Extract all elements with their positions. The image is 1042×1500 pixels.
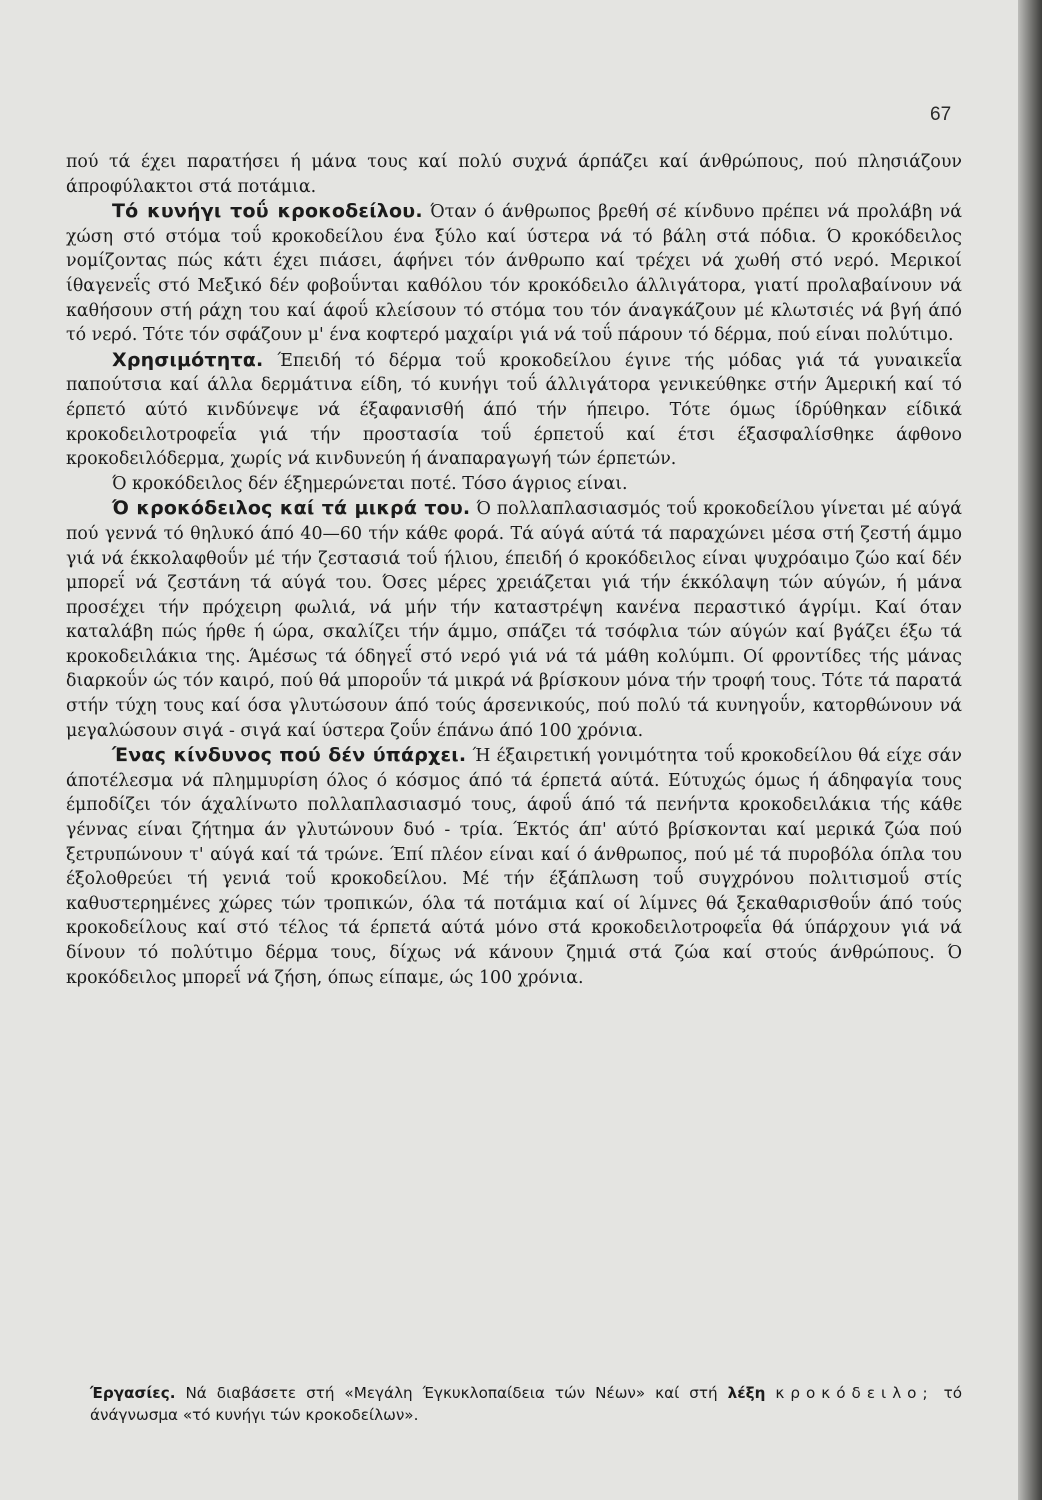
section-heading: Ένας κίνδυνος πού δέν ύπάρχει. bbox=[112, 744, 467, 767]
exercises-label: Έργασίες. bbox=[90, 1384, 176, 1402]
exercises-note bbox=[90, 1382, 962, 1426]
section-body: Ό κροκόδειλος δέν έξημερώνεται ποτέ. Τόσο άγριος είναι. bbox=[112, 473, 628, 494]
exercises-word-label: λέξη bbox=[727, 1384, 766, 1402]
exercises-text-after: τό άνάγνωσμα «τό κυνήγι τών κροκοδείλων». bbox=[90, 1384, 962, 1424]
page-number: 67 bbox=[930, 104, 952, 125]
intro-paragraph: πού τά έχει παρατήσει ή μάνα τους καί πολύ συχνά άρπάζει καί άνθρώπους, πού πλησιάζουν άπροφύλακτοι στά ποτάμια. bbox=[66, 152, 962, 197]
exercises-spaced-word: κροκόδειλο; bbox=[775, 1384, 934, 1402]
section-heading: Χρησιμότητα. bbox=[112, 348, 264, 371]
section-usefulness bbox=[66, 348, 962, 472]
section-body: Ό πολλαπλασιασμός τοΰ κροκοδείλου γίνεται μέ αύγά πού γεννά τό θηλυκό άπό 40—60 τήν κάθε φορά. Τά αύγά αύτά τά παραχώνει μέσα στή ζεστή άμμο γιά νά έκκολαφθοΰν μέ τήν ζεστασιά τοΰ ήλιου, έπειδή ό κροκόδειλος είναι ψυχρόαιμο ζώο καί δέν μπορεΐ νά ζεστάνη τά αύγά του. Όσες μέρες χρειάζεται γιά τήν έκκόλαψη τών αύγών, ή μάνα προσέχει τήν πρόχειρη φωλιά, νά μήν τήν καταστρέψη κανένα περαστικό άγρίμι. Καί όταν καταλάβη πώς ήρθε ή ώρα, σκαλίζει τήν άμμο, σπάζει τά τσόφλια τών αύγών καί βγάζει έξω τά κροκοδειλάκια της. Άμέσως τά όδηγεΐ στό νερό γιά νά τά μάθη κολύμπι. Οί φροντίδες τής μάνας διαρκοΰν ώς τόν καιρό, πού θά μποροΰν τά μικρά νά βρίσκουν μόνα τήν τροφή τους. Τότε τά παρατά στήν τύχη τους καί όσα γλυτώσουν άπό τούς άρσενικούς, πού πολύ τά κυνηγοΰν, κατορθώνουν νά μεγαλώσουν σιγά - σιγά καί ύστερα ζοΰν έπάνω άπό 100 χρόνια. bbox=[66, 499, 962, 741]
main-text bbox=[66, 150, 962, 990]
section-body: Ή έξαιρετική γονιμότητα τοΰ κροκοδείλου θά είχε σάν άποτέλεσμα νά πλημμυρίση όλος ό κόσμος άπό τά έρπετά αύτά. Εύτυχώς όμως ή άδηφαγία τους έμποδίζει τόν άχαλίνωτο πολλαπλασιασμό τους, άφοΰ άπό τά πενήντα κροκοδειλάκια τής κάθε γέννας είναι ζήτημα άν γλυτώνουν δυό - τρία. Έκτός άπ' αύτό βρίσκονται καί μερικά ζώα πού ξετρυπώνουν τ' αύγά καί τά τρώνε. Έπί πλέον είναι καί ό άνθρωπος, πού μέ τά πυροβόλα όπλα του έξολοθρεύει τή γενιά τοΰ κροκοδείλου. Μέ τήν έξάπλωση τοΰ συγχρόνου πολιτισμοΰ στίς καθυστερημένες χώρες τών τροπικών, όλα τά ποτάμια καί οί λίμνες θά ξεκαθαρισθοΰν άπό τούς κροκοδείλους καί στό τέλος τά έρπετά αύτά μόνο στά κροκοδειλοτροφεΐα θά ύπάρχουν γιά νά δίνουν τό πολύτιμο δέρμα τους, δίχως νά κάνουν ζημιά στά ζώα καί στούς άνθρώπους. Ό κροκόδειλος μπορεΐ νά ζήση, όπως είπαμε, ώς 100 χρόνια. bbox=[66, 746, 962, 988]
book-spine-shadow bbox=[1018, 0, 1042, 1500]
section-heading: Τό κυνήγι τοΰ κροκοδείλου. bbox=[112, 200, 423, 223]
section-untameable bbox=[66, 472, 962, 497]
section-hunting bbox=[66, 199, 962, 348]
section-heading: Ό κροκόδειλος καί τά μικρά του. bbox=[112, 497, 471, 520]
exercises-text-before: Νά διαβάσετε στή «Μεγάλη Έγκυκλοπαίδεια τών Νέων» καί στή bbox=[185, 1384, 718, 1402]
section-body: Όταν ό άνθρωπος βρεθή σέ κίνδυνο πρέπει νά προλάβη νά χώση στό στόμα τοΰ κροκοδείλου ένα ξύλο καί ύστερα νά τό βάλη στά πόδια. Ό κροκόδειλος νομίζοντας πώς κάτι έχει πιάσει, άφήνει τόν άνθρωπο καί τρέχει νά χωθή στό νερό. Μερικοί ίθαγενεΐς στό Μεξικό δέν φοβοΰνται καθόλου τόν κροκόδειλο άλλιγάτορα, γιατί προλαβαίνουν νά καθήσουν στή ράχη του καί άφοΰ κλείσουν τό στόμα του τόν άναγκάζουν μέ κλωτσιές νά βγή άπό τό νερό. Τότε τόν σφάζουν μ' ένα κοφτερό μαχαίρι γιά νά τοΰ πάρουν τό δέρμα, πού είναι πολύτιμο. bbox=[66, 202, 962, 346]
section-body: Έπειδή τό δέρμα τοΰ κροκοδείλου έγινε τής μόδας γιά τά γυναικεΐα παπούτσια καί άλλα δερμάτινα είδη, τό κυνήγι τοΰ άλλιγάτορα γενικεύθηκε στήν Άμερική καί τό έρπετό αύτό κινδύνεψε νά έξαφανισθή άπό τήν ήπειρο. Τότε όμως ίδρύθηκαν είδικά κροκοδειλοτροφεΐα γιά τήν προστασία τοΰ έρπετοΰ καί έτσι έξασφαλίσθηκε άφθονο κροκοδειλόδερμα, χωρίς νά κινδυνεύη ή άναπαραγωγή τών έρπετών. bbox=[66, 350, 963, 470]
section-danger bbox=[66, 743, 962, 990]
section-young bbox=[66, 496, 962, 743]
